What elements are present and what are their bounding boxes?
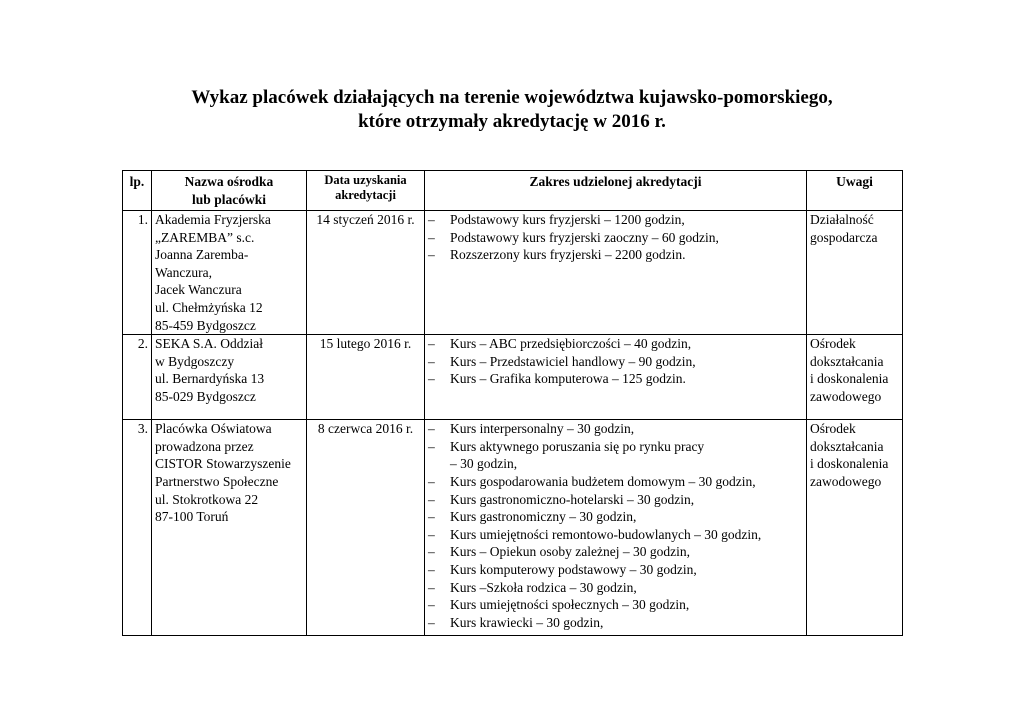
course-text: Kurs gastronomiczno-hotelarski – 30 godzin, <box>450 491 695 507</box>
dash-bullet-icon: – <box>428 229 435 245</box>
table-row <box>123 335 903 420</box>
dash-bullet-icon: – <box>428 544 435 560</box>
dash-bullet-icon: – <box>428 597 435 613</box>
header-notes: Uwagi <box>807 171 903 211</box>
dash-bullet-icon: – <box>428 614 435 630</box>
course-item <box>428 229 803 247</box>
facility-name-cell <box>152 335 307 420</box>
facility-name-line: Placówka Oświatowa <box>155 421 272 437</box>
course-text: Kurs – ABC przedsiębiorczości – 40 godzin, <box>450 336 692 352</box>
accreditation-date: 14 styczeń 2016 r. <box>307 211 425 335</box>
course-item <box>428 561 803 579</box>
course-item <box>428 473 803 491</box>
dash-bullet-icon: – <box>428 526 435 542</box>
notes-line: dokształcania <box>810 353 884 369</box>
header-name-line-2: lub placówki <box>192 191 266 207</box>
facility-name-line: Akademia Fryzjerska <box>155 212 271 227</box>
facility-name-line: CISTOR Stowarzyszenie <box>155 456 291 472</box>
course-text: Kurs aktywnego poruszania się po rynku pracy <box>450 438 705 454</box>
course-item <box>428 438 803 473</box>
facility-name-line: ul. Stokrotkowa 22 <box>155 491 259 507</box>
row-number: 1. <box>123 211 152 335</box>
course-text: Podstawowy kurs fryzjerski zaoczny – 60 godzin, <box>450 229 719 245</box>
header-date <box>307 171 425 211</box>
course-item <box>428 543 803 561</box>
course-item <box>428 508 803 526</box>
row-number: 3. <box>123 420 152 636</box>
table-row <box>123 211 903 335</box>
dash-bullet-icon: – <box>428 473 435 489</box>
notes-line: dokształcania <box>810 438 884 454</box>
dash-bullet-icon: – <box>428 509 435 525</box>
facility-name-line: Jacek Wanczura <box>155 282 242 298</box>
table-body <box>123 211 903 636</box>
course-text-continuation: – 30 godzin, <box>450 456 518 472</box>
table-header-row <box>123 171 903 211</box>
accreditation-scope-cell <box>425 335 807 420</box>
facility-name-line: „ZAREMBA” s.c. <box>155 229 255 245</box>
notes-line: i doskonalenia <box>810 371 889 387</box>
notes-line: Ośrodek <box>810 336 856 352</box>
accreditation-table <box>122 170 903 636</box>
facility-name-line: Joanna Zaremba- <box>155 247 249 263</box>
facility-name-cell <box>152 211 307 335</box>
course-text: Rozszerzony kurs fryzjerski – 2200 godzin. <box>450 247 686 263</box>
dash-bullet-icon: – <box>428 247 435 263</box>
facility-name-line: 85-459 Bydgoszcz <box>155 317 256 333</box>
header-name <box>152 171 307 211</box>
course-item <box>428 211 803 229</box>
course-item <box>428 370 803 388</box>
course-item <box>428 491 803 509</box>
course-item <box>428 246 803 264</box>
header-lp: lp. <box>123 171 152 211</box>
table-row <box>123 420 903 636</box>
course-text: Kurs umiejętności społecznych – 30 godzin, <box>450 597 690 613</box>
course-list <box>428 335 803 388</box>
course-text: Podstawowy kurs fryzjerski – 1200 godzin, <box>450 212 685 227</box>
course-item <box>428 420 803 438</box>
course-text: Kurs –Szkoła rodzica – 30 godzin, <box>450 579 637 595</box>
course-item <box>428 526 803 544</box>
accreditation-scope-cell <box>425 420 807 636</box>
course-list <box>428 211 803 264</box>
notes-cell <box>807 420 903 636</box>
notes-cell <box>807 335 903 420</box>
facility-name-line: prowadzona przez <box>155 438 254 454</box>
title-line-2: które otrzymały akredytację w 2016 r. <box>358 111 666 132</box>
course-list <box>428 420 803 631</box>
course-text: Kurs gospodarowania budżetem domowym – 30 godzin, <box>450 473 756 489</box>
course-text: Kurs – Opiekun osoby zależnej – 30 godzin, <box>450 544 690 560</box>
dash-bullet-icon: – <box>428 212 435 227</box>
facility-name-line: 87-100 Toruń <box>155 509 229 525</box>
dash-bullet-icon: – <box>428 491 435 507</box>
accreditation-scope-cell <box>425 211 807 335</box>
facility-name-cell <box>152 420 307 636</box>
course-text: Kurs umiejętności remontowo-budowlanych – 30 godzin, <box>450 526 762 542</box>
course-item <box>428 579 803 597</box>
header-date-line-2: akredytacji <box>335 188 396 202</box>
facility-name-line: SEKA S.A. Oddział <box>155 336 263 352</box>
course-item <box>428 596 803 614</box>
course-text: Kurs interpersonalny – 30 godzin, <box>450 421 635 437</box>
facility-name-line: Wanczura, <box>155 264 212 280</box>
accreditation-date: 8 czerwca 2016 r. <box>307 420 425 636</box>
notes-line: zawodowego <box>810 388 882 404</box>
facility-name-line: Partnerstwo Społeczne <box>155 473 279 489</box>
row-number: 2. <box>123 335 152 420</box>
accreditation-date: 15 lutego 2016 r. <box>307 335 425 420</box>
notes-line: i doskonalenia <box>810 456 889 472</box>
facility-name-line: ul. Bernardyńska 13 <box>155 371 265 387</box>
header-scope: Zakres udzielonej akredytacji <box>425 171 807 211</box>
facility-name-line: w Bydgoszczy <box>155 353 235 369</box>
notes-line: gospodarcza <box>810 229 878 245</box>
dash-bullet-icon: – <box>428 438 435 454</box>
header-date-line-1: Data uzyskania <box>324 173 407 187</box>
facility-name-line: 85-029 Bydgoszcz <box>155 388 256 404</box>
title-line-1: Wykaz placówek działających na terenie województwa kujawsko-pomorskiego, <box>191 87 833 108</box>
dash-bullet-icon: – <box>428 353 435 369</box>
dash-bullet-icon: – <box>428 336 435 352</box>
notes-line: Działalność <box>810 212 874 227</box>
course-text: Kurs komputerowy podstawowy – 30 godzin, <box>450 561 697 577</box>
course-item <box>428 353 803 371</box>
course-text: Kurs krawiecki – 30 godzin, <box>450 614 604 630</box>
course-text: Kurs – Grafika komputerowa – 125 godzin. <box>450 371 686 387</box>
course-text: Kurs – Przedstawiciel handlowy – 90 godzin, <box>450 353 696 369</box>
course-item <box>428 335 803 353</box>
dash-bullet-icon: – <box>428 561 435 577</box>
dash-bullet-icon: – <box>428 579 435 595</box>
notes-line: Ośrodek <box>810 421 856 437</box>
notes-cell <box>807 211 903 335</box>
dash-bullet-icon: – <box>428 421 435 437</box>
course-text: Kurs gastronomiczny – 30 godzin, <box>450 509 637 525</box>
facility-name-line: ul. Chełmżyńska 12 <box>155 299 263 315</box>
header-name-line-1: Nazwa ośrodka <box>184 174 274 189</box>
notes-line: zawodowego <box>810 473 882 489</box>
dash-bullet-icon: – <box>428 371 435 387</box>
course-item <box>428 614 803 632</box>
document-title <box>0 86 1024 134</box>
